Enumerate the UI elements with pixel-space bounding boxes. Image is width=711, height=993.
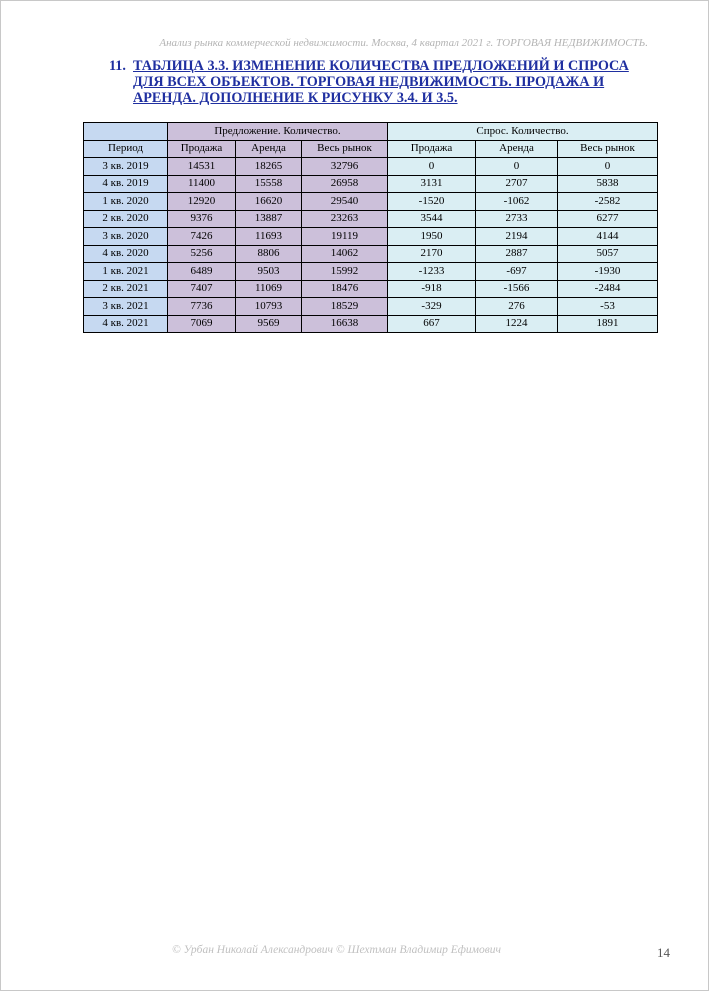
demand-total-cell: 1891	[558, 315, 658, 333]
supply-sale-cell: 12920	[168, 193, 236, 211]
supply-total-cell: 18529	[302, 298, 388, 316]
column-header: Весь рынок	[302, 140, 388, 158]
supply-rent-cell: 11693	[236, 228, 302, 246]
column-header: Период	[84, 140, 168, 158]
supply-rent-cell: 16620	[236, 193, 302, 211]
supply-rent-cell: 11069	[236, 280, 302, 298]
column-header: Весь рынок	[558, 140, 658, 158]
demand-total-cell: -53	[558, 298, 658, 316]
demand-rent-cell: 2707	[476, 175, 558, 193]
column-header: Продажа	[388, 140, 476, 158]
page-number: 14	[657, 945, 670, 960]
demand-rent-cell: 2733	[476, 210, 558, 228]
empty-header-cell	[84, 123, 168, 141]
column-header: Продажа	[168, 140, 236, 158]
supply-total-cell: 23263	[302, 210, 388, 228]
supply-sale-cell: 7736	[168, 298, 236, 316]
supply-total-cell: 18476	[302, 280, 388, 298]
period-cell: 3 кв. 2019	[84, 158, 168, 176]
column-header: Аренда	[236, 140, 302, 158]
copyright-footer: © Урбан Николай Александрович © Шехтман Владимир Ефимович	[172, 944, 501, 956]
table-row	[84, 193, 658, 211]
table-heading	[109, 58, 649, 106]
demand-sale-cell: 0	[388, 158, 476, 176]
period-cell: 4 кв. 2021	[84, 315, 168, 333]
supply-total-cell: 16638	[302, 315, 388, 333]
running-header: Анализ рынка коммерческой недвижимости. Москва, 4 квартал 2021 г. ТОРГОВАЯ НЕДВИЖИМОСТЬ.	[159, 37, 648, 49]
demand-sale-cell: 2170	[388, 245, 476, 263]
table-row	[84, 315, 658, 333]
demand-sale-cell: 1950	[388, 228, 476, 246]
period-cell: 1 кв. 2021	[84, 263, 168, 281]
supply-sale-cell: 11400	[168, 175, 236, 193]
supply-rent-cell: 15558	[236, 175, 302, 193]
supply-rent-cell: 9503	[236, 263, 302, 281]
supply-rent-cell: 18265	[236, 158, 302, 176]
period-cell: 3 кв. 2020	[84, 228, 168, 246]
demand-total-cell: -1930	[558, 263, 658, 281]
demand-sale-cell: 667	[388, 315, 476, 333]
demand-sale-cell: -918	[388, 280, 476, 298]
demand-total-cell: 0	[558, 158, 658, 176]
table-row	[84, 210, 658, 228]
demand-rent-cell: -1062	[476, 193, 558, 211]
table-row	[84, 158, 658, 176]
demand-total-cell: 6277	[558, 210, 658, 228]
supply-rent-cell: 8806	[236, 245, 302, 263]
table-row	[84, 298, 658, 316]
supply-group-header: Предложение. Количество.	[168, 123, 388, 141]
period-cell: 3 кв. 2021	[84, 298, 168, 316]
demand-group-header: Спрос. Количество.	[388, 123, 658, 141]
table-row	[84, 280, 658, 298]
supply-total-cell: 32796	[302, 158, 388, 176]
supply-sale-cell: 14531	[168, 158, 236, 176]
supply-rent-cell: 13887	[236, 210, 302, 228]
supply-rent-cell: 10793	[236, 298, 302, 316]
column-header-row	[84, 140, 658, 158]
supply-sale-cell: 6489	[168, 263, 236, 281]
demand-rent-cell: 2887	[476, 245, 558, 263]
column-header: Аренда	[476, 140, 558, 158]
table-title: ТАБЛИЦА 3.3. ИЗМЕНЕНИЕ КОЛИЧЕСТВА ПРЕДЛОЖЕНИЙ И СПРОСА ДЛЯ ВСЕХ ОБЪЕКТОВ. ТОРГОВАЯ НЕДВИЖИМОСТЬ. ПРОДАЖА И АРЕНДА. ДОПОЛНЕНИЕ К РИСУНКУ 3.4. И 3.5.	[133, 58, 629, 106]
demand-total-cell: 5057	[558, 245, 658, 263]
supply-total-cell: 29540	[302, 193, 388, 211]
supply-total-cell: 14062	[302, 245, 388, 263]
demand-sale-cell: -1233	[388, 263, 476, 281]
demand-total-cell: -2484	[558, 280, 658, 298]
demand-sale-cell: 3544	[388, 210, 476, 228]
group-header-row	[84, 123, 658, 141]
period-cell: 1 кв. 2020	[84, 193, 168, 211]
table-row	[84, 228, 658, 246]
supply-total-cell: 19119	[302, 228, 388, 246]
supply-sale-cell: 7426	[168, 228, 236, 246]
table-row	[84, 245, 658, 263]
demand-rent-cell: 276	[476, 298, 558, 316]
table-row	[84, 175, 658, 193]
supply-sale-cell: 7407	[168, 280, 236, 298]
supply-sale-cell: 5256	[168, 245, 236, 263]
supply-rent-cell: 9569	[236, 315, 302, 333]
demand-total-cell: 4144	[558, 228, 658, 246]
period-cell: 4 кв. 2020	[84, 245, 168, 263]
demand-rent-cell: -1566	[476, 280, 558, 298]
period-cell: 2 кв. 2021	[84, 280, 168, 298]
demand-rent-cell: -697	[476, 263, 558, 281]
period-cell: 2 кв. 2020	[84, 210, 168, 228]
demand-total-cell: -2582	[558, 193, 658, 211]
supply-sale-cell: 7069	[168, 315, 236, 333]
demand-total-cell: 5838	[558, 175, 658, 193]
demand-sale-cell: 3131	[388, 175, 476, 193]
demand-sale-cell: -329	[388, 298, 476, 316]
demand-rent-cell: 2194	[476, 228, 558, 246]
demand-rent-cell: 0	[476, 158, 558, 176]
section-number: 11.	[109, 58, 126, 74]
demand-rent-cell: 1224	[476, 315, 558, 333]
table-row	[84, 263, 658, 281]
supply-demand-table	[83, 122, 658, 333]
supply-sale-cell: 9376	[168, 210, 236, 228]
demand-sale-cell: -1520	[388, 193, 476, 211]
period-cell: 4 кв. 2019	[84, 175, 168, 193]
supply-total-cell: 26958	[302, 175, 388, 193]
supply-total-cell: 15992	[302, 263, 388, 281]
